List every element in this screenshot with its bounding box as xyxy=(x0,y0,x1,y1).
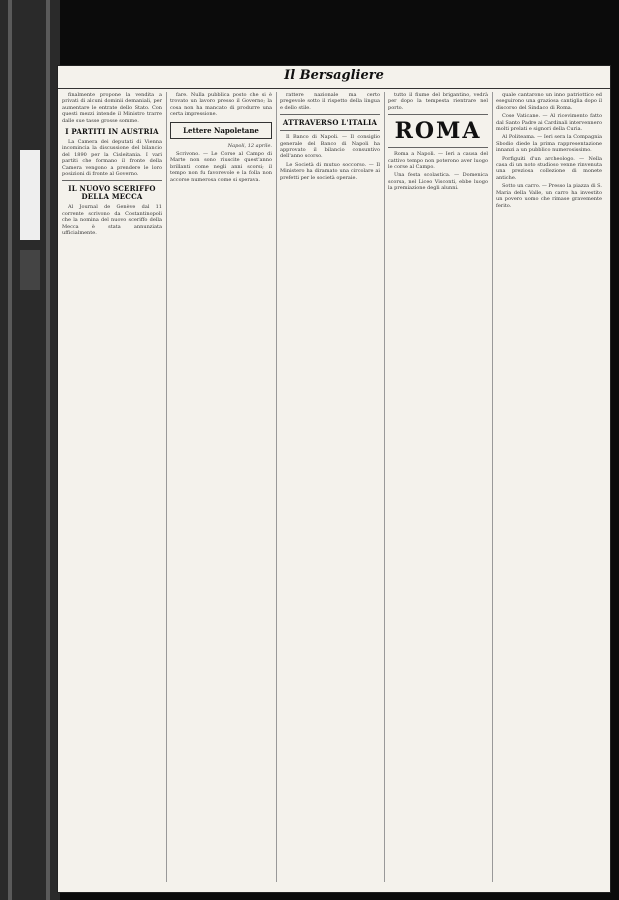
article-paragraph: rattere nazionale ma certo pregevole sotto il rispetto della lingua e dello stile. xyxy=(280,92,380,111)
newspaper-page xyxy=(58,66,610,892)
article-paragraph: quale cantarono un inno patriottico ed eseguirono una graziosa cantiglia dopo il discorso del Sindaco di Roma. xyxy=(496,92,602,111)
article-paragraph: Sotto un carro. — Presso la piazza di S. Maria della Valle, un carro ha investito un povero uomo che rimase gravemente ferito. xyxy=(496,183,602,209)
section-heading-box: Lettere Napoletane xyxy=(170,122,272,139)
binding-stripe xyxy=(46,0,50,900)
section-divider xyxy=(62,180,162,181)
dateline: Napoli, 12 aprile. xyxy=(227,142,272,149)
binding-label xyxy=(20,150,40,240)
section-divider xyxy=(280,130,380,131)
column-3 xyxy=(280,92,380,882)
article-paragraph: Scrivono. — Le Corse al Campo di Marte non sono riuscite quest'anno brillanti come negli anni scorsi; il tempo non fu favorevole e la folla non accorse numerosa come si sperava. xyxy=(170,151,272,183)
article-paragraph: finalmente propone la vendita a privati di alcuni dominii demaniali, per aumentare le entrate dello Stato. Con questi mezzi intende il Ministro trarre dalle sue tasse grosse somme. xyxy=(62,92,162,124)
section-divider xyxy=(388,114,488,115)
article-paragraph: Il Banco di Napoli. — Il consiglio generale del Banco di Napoli ha approvato il bilancio consuntivo dell'anno scorso. xyxy=(280,134,380,160)
article-headline: IL NUOVO SCERIFFO DELLA MECCA xyxy=(68,184,156,202)
binding-stripe xyxy=(8,0,12,900)
article-paragraph: tutto il fiume del brigantino, vedrà per dopo la tempesta rientrare nel porto. xyxy=(388,92,488,111)
section-divider xyxy=(388,147,488,148)
column-rule xyxy=(384,92,385,882)
section-divider xyxy=(280,114,380,115)
book-binding xyxy=(0,0,60,900)
section-title-roma: ROMA xyxy=(394,118,482,145)
article-paragraph: fare. Nulla pubblica posto che si è trovato un lavoro presso il Governo; la cosa non ha mancato di produrre una certa impressione. xyxy=(170,92,272,118)
column-rule xyxy=(166,92,167,882)
binding-tab xyxy=(20,250,40,290)
page-header xyxy=(58,66,610,89)
article-paragraph: La Camera dei deputati di Vienna incomincia la discussione del bilancio del 1890 per la Cisleitania. I vari partiti che formano il fronte della Camera vengono a prendere le loro posizioni di fronte al Governo. xyxy=(62,139,162,178)
column-rule xyxy=(276,92,277,882)
column-1 xyxy=(62,92,162,882)
column-5 xyxy=(496,92,602,882)
masthead-title: Il Bersagliere xyxy=(284,68,384,83)
article-headline: I PARTITI IN AUSTRIA xyxy=(65,127,159,137)
column-4 xyxy=(388,92,488,882)
article-paragraph: Al Journal de Genève dal 11 corrente scrivono da Costantinopoli che la nomina del nuovo sceriffo della Mecca è stata annunziata ufficialmente. xyxy=(62,204,162,237)
column-rule xyxy=(492,92,493,882)
article-paragraph: Le Società di mutuo soccorso. — Il Ministero ha diramato una circolare ai prefetti per le società operaie. xyxy=(280,161,380,181)
article-headline: ATTRAVERSO L'ITALIA xyxy=(282,118,378,128)
article-paragraph: Al Politeama. — Ieri sera la Compagnia Sbodio diede la prima rappresentazione innanzi a un pubblico numerosissimo. xyxy=(496,134,602,154)
column-2 xyxy=(170,92,272,882)
article-paragraph: Una festa scolastica. — Domenica scorsa, nel Liceo Visconti, ebbe luogo la premiazione degli alunni. xyxy=(388,172,488,192)
article-paragraph: Roma a Napoli. — Ieri a causa del cattivo tempo non poterono aver luogo le corse al Campo. xyxy=(388,151,488,171)
article-paragraph: Cose Vaticane. — Al ricevimento fatto dal Santo Padre ai Cardinali intervennero molti prelati e signori della Curia. xyxy=(496,113,602,133)
article-paragraph: Porfiguiti d'un archeologo. — Nella casa di un noto studioso venne rinvenuta una preziosa collezione di monete antiche. xyxy=(496,155,602,181)
